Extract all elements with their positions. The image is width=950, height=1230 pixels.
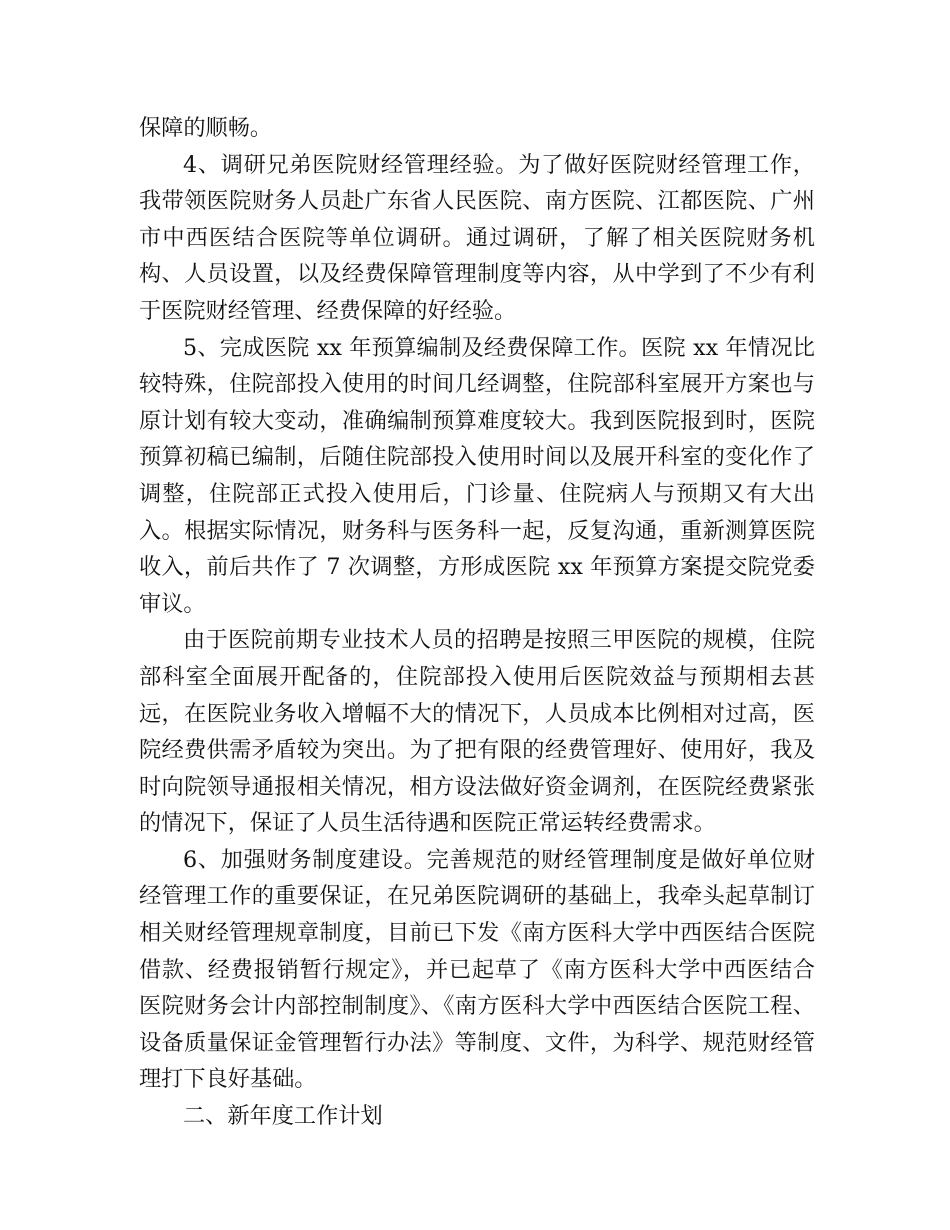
paragraph-item-6: 6、加强财务制度建设。完善规范的财经管理制度是做好单位财经管理工作的重要保证，在兄弟医院调研的基础上，我牵头起草制订相关财经管理规章制度，目前已下发《南方医科大学中西医结合医院借款、经费报销暂行规定》，并已起草了《南方医科大学中西医结合医院财务会计内部控制制度》、《南方医科大学中西医结合医院工程、设备质量保证金管理暂行办法》等制度、文件，为科学、规范财经管理打下良好基础。	[139, 846, 815, 1093]
paragraph-item-4: 4、调研兄弟医院财经管理经验。为了做好医院财经管理工作，我带领医院财务人员赴广东省人民医院、南方医院、江都医院、广州市中西医结合医院等单位调研。通过调研，了解了相关医院财务机构、人员设置，以及经费保障管理制度等内容，从中学到了不少有利于医院财经管理、经费保障的好经验。	[139, 151, 815, 324]
paragraph-item-5: 5、完成医院 xx 年预算编制及经费保障工作。医院 xx 年情况比较特殊，住院部投入使用的时间几经调整，住院部科室展开方案也与原计划有较大变动，准确编制预算难度较大。我到医院报到时，医院预算初稿已编制，后随住院部投入使用时间以及展开科室的变化作了调整，住院部正式投入使用后，门诊量、住院病人与预期又有大出入。根据实际情况，财务科与医务科一起，反复沟通，重新测算医院收入，前后共作了 7 次调整，方形成医院 xx 年预算方案提交院党委审议。	[139, 334, 815, 617]
paragraph-item-5-continued: 由于医院前期专业技术人员的招聘是按照三甲医院的规模，住院部科室全面展开配备的，住院部投入使用后医院效益与预期相去甚远，在医院业务收入增幅不大的情况下，人员成本比例相对过高，医院经费供需矛盾较为突出。为了把有限的经费管理好、使用好，我及时向院领导通报相关情况，相方设法做好资金调剂，在医院经费紧张的情况下，保证了人员生活待遇和医院正常运转经费需求。	[139, 627, 815, 837]
section-heading: 二、新年度工作计划	[183, 1103, 383, 1130]
document-page	[139, 110, 815, 1135]
paragraph-continuation: 保障的顺畅。	[139, 115, 273, 141]
